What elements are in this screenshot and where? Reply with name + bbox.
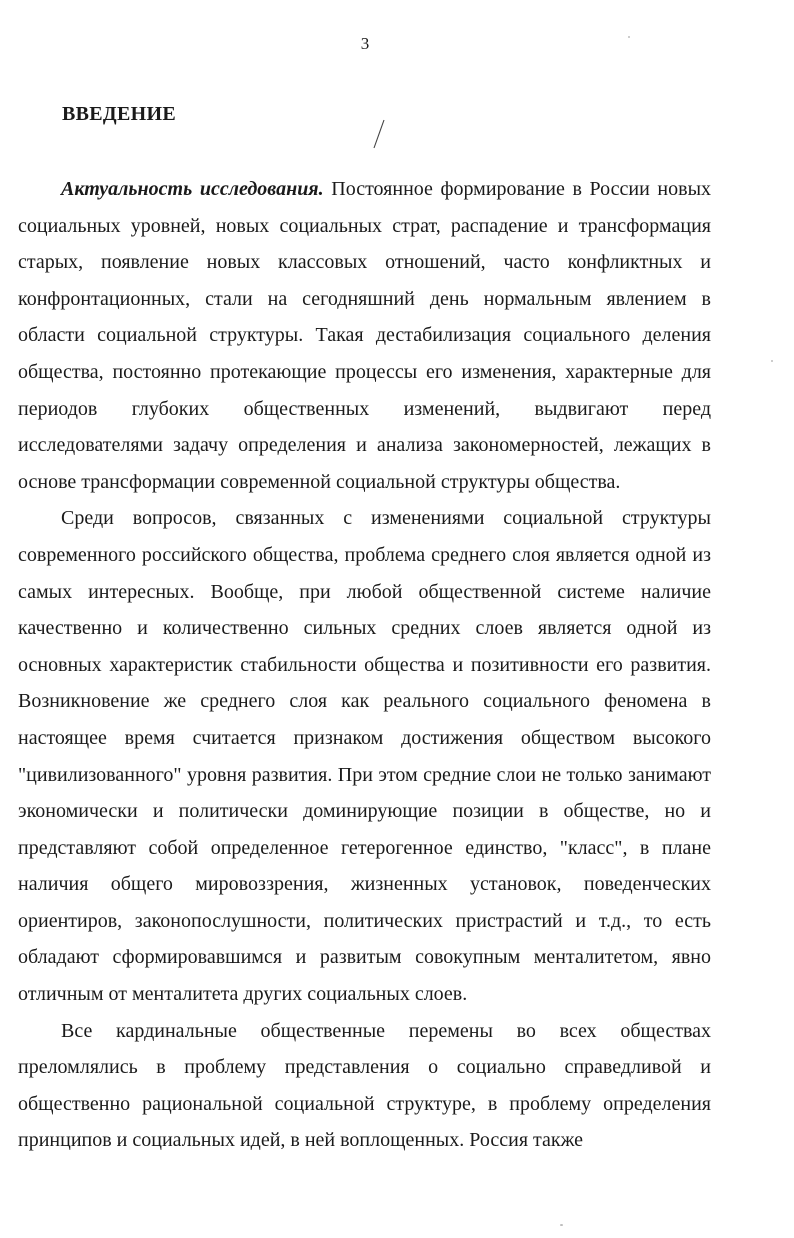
paragraph-text: Постоянное формирование в России новых социальных уровней, новых социальных страт, распадение и трансформация старых, появление новых классовых отношений, часто конфликтных и конфронтационных, стали на сегодняшний день нормальным явлением в области социальной структуры. Такая дестабилизация социального деления общества, постоянно протекающие процессы его изменения, характерные для периодов глубоких общественных изменений, выдвигают перед исследователями задачу определения и анализа закономерностей, лежащих в основе трансформации современной социальной структуры общества. bbox=[18, 178, 712, 493]
scan-speck bbox=[771, 360, 773, 362]
paragraph-social-change bbox=[18, 1013, 711, 1159]
paragraph-text: Среди вопросов, связанных с изменениями социальной структуры современного российского общества, проблема среднего слоя является одной из самых интересных. Вообще, при любой общественной системе наличие качественно и количественно сильных средних слоев является одной из основных характеристик стабильности общества и позитивности его развития. Возникновение же среднего слоя как реального социального феномена в настоящее время считается признаком достижения обществом высокого "цивилизованного" уровня развития. При этом средние слои не только занимают экономически и политически доминирующие позиции в обществе, но и представляют собой определенное гетерогенное единство, "класс", в плане наличия общего мировоззрения, жизненных установок, поведенческих ориентиров, законопослушности, политических пристрастий и т.д., то есть обладают сформировавшимся и развитым совокупным менталитетом, явно отличным от менталитета других социальных слоев. bbox=[18, 507, 711, 1006]
paragraph-middle-class bbox=[18, 500, 711, 1012]
paragraph-lead: Актуальность исследования. bbox=[61, 178, 324, 200]
paragraph-text: Все кардинальные общественные перемены во всех обществах преломлялись в проблему представления о социально справедливой и общественно рациональной социальной структуре, в проблему определения принципов и социальных идей, в ней воплощенных. Россия также bbox=[18, 1019, 711, 1152]
section-heading: ВВЕДЕНИЕ bbox=[62, 103, 176, 125]
paragraph-relevance bbox=[18, 171, 711, 500]
body-text bbox=[18, 171, 711, 1159]
scan-speck bbox=[560, 1224, 563, 1226]
pen-mark bbox=[372, 118, 386, 150]
page-number: 3 bbox=[360, 34, 370, 53]
scan-speck bbox=[628, 36, 630, 38]
